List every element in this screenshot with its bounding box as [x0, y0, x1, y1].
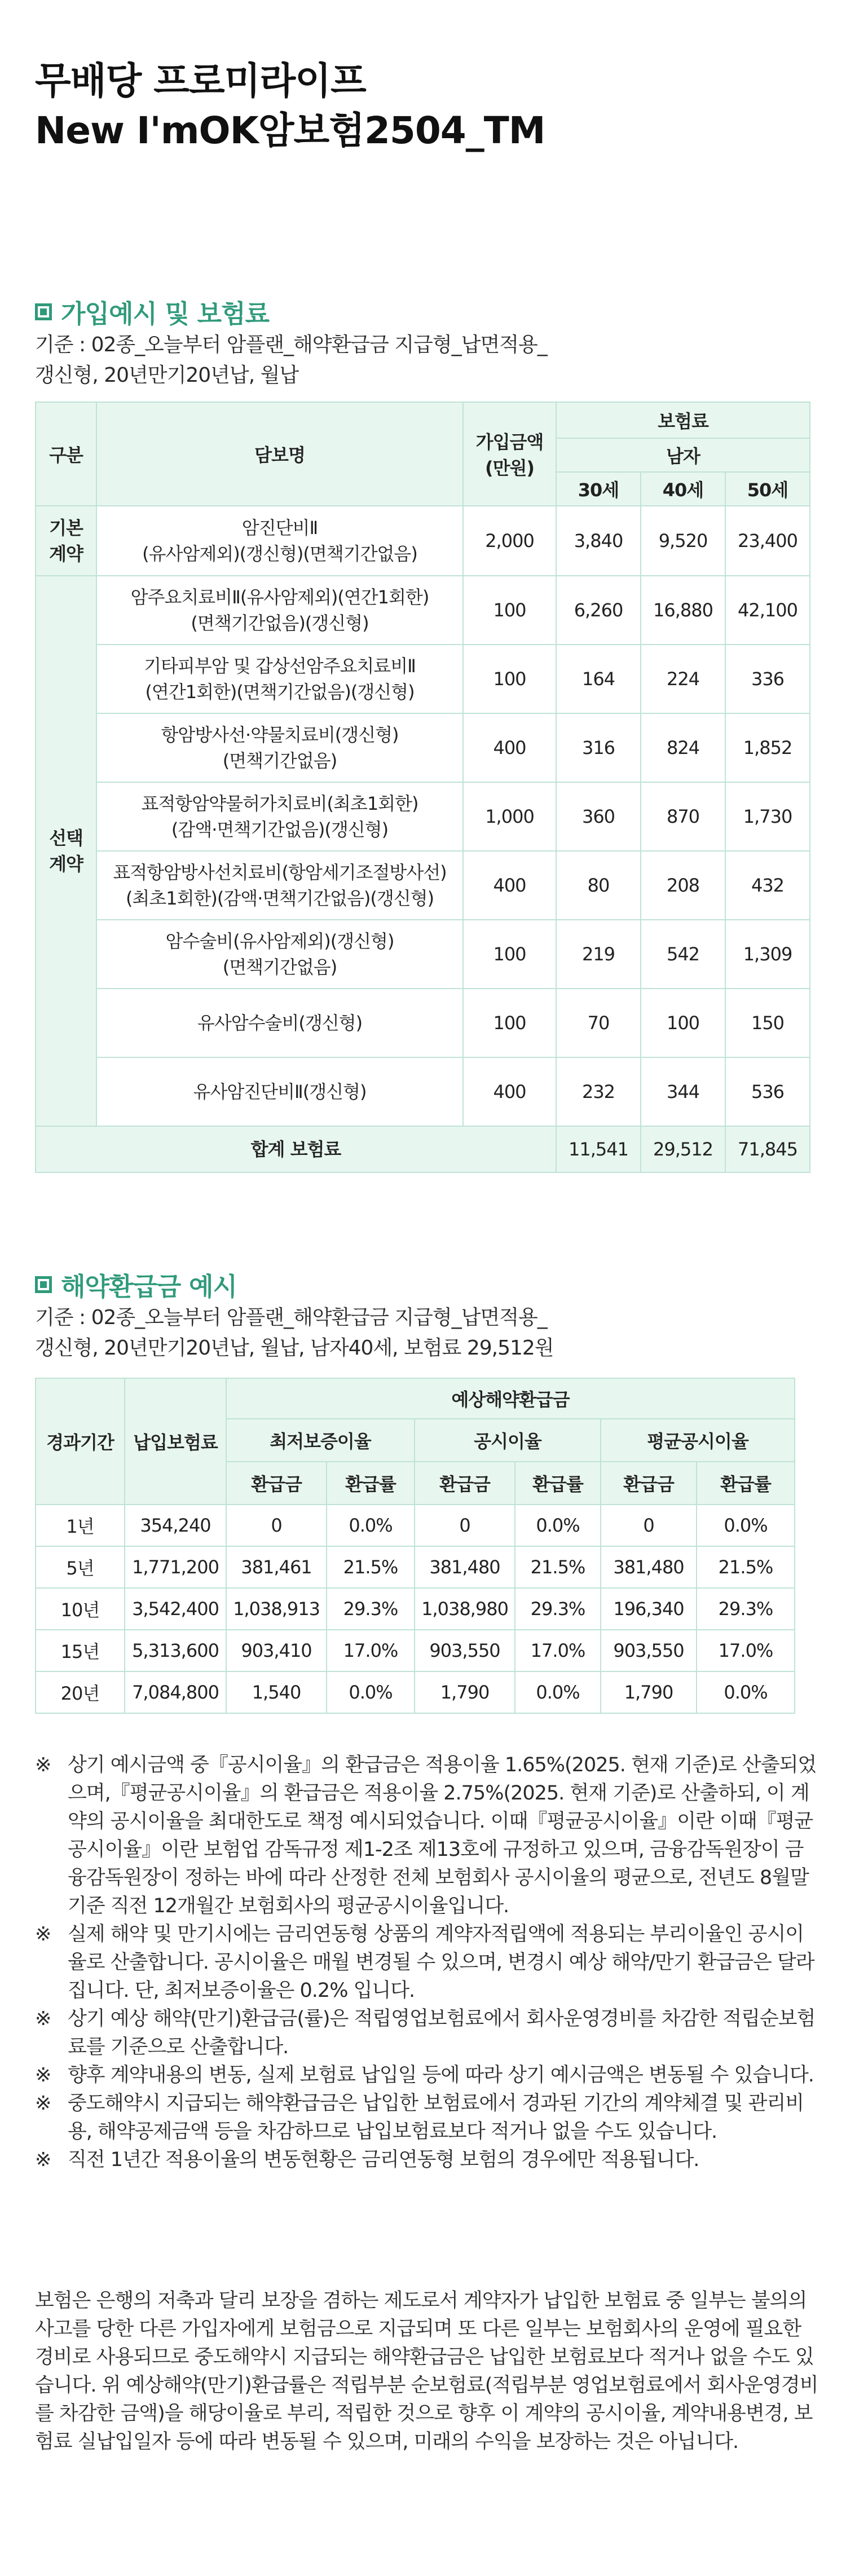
- table-row: [36, 1671, 795, 1713]
- premium-30: 80: [556, 851, 641, 920]
- premium-50: 42,100: [725, 576, 810, 645]
- premium-criteria: [35, 330, 547, 391]
- refund-min: 1,038,913: [226, 1588, 327, 1630]
- coverage-name: 유사암수술비(갱신형): [96, 989, 463, 1057]
- rate-min: 29.3%: [327, 1588, 415, 1630]
- premium-50: 336: [725, 645, 810, 713]
- paid-cell: 1,771,200: [125, 1546, 226, 1588]
- col-age-50: 50세: [725, 472, 810, 506]
- col-age-30: 30세: [556, 472, 641, 506]
- amount-cell: 2,000: [463, 506, 556, 576]
- premium-50: 1,309: [725, 920, 810, 989]
- table-row: [36, 1588, 795, 1630]
- table-row: [36, 713, 810, 782]
- amount-cell: 100: [463, 645, 556, 713]
- period-cell: 1년: [36, 1505, 125, 1546]
- col-announced-rate: 공시이율: [415, 1419, 601, 1462]
- amount-cell: 100: [463, 989, 556, 1057]
- refund-announced: 1,038,980: [415, 1588, 515, 1630]
- amount-cell: 100: [463, 576, 556, 645]
- premium-30: 316: [556, 713, 641, 782]
- col-expected-refund: 예상해약환급금: [226, 1378, 795, 1419]
- premium-50: 432: [725, 851, 810, 920]
- total-row: [36, 1126, 810, 1172]
- coverage-name: 암수술비(유사암제외)(갱신형) (면책기간없음): [96, 920, 463, 989]
- col-paid: 납입보험료: [125, 1378, 226, 1505]
- refund-min: 1,540: [226, 1671, 327, 1713]
- amount-cell: 1,000: [463, 782, 556, 851]
- refund-announced: 381,480: [415, 1546, 515, 1588]
- premium-30: 70: [556, 989, 641, 1057]
- coverage-name: 표적항암방사선치료비(항암세기조절방사선) (최초1회한)(감액·면책기간없음)(갱신형): [96, 851, 463, 920]
- premium-40: 208: [641, 851, 725, 920]
- premium-30: 164: [556, 645, 641, 713]
- total-label: 합계 보험료: [36, 1126, 556, 1172]
- square-bullet-icon: [35, 303, 52, 320]
- footnote-item: [35, 1751, 819, 1920]
- criteria-line-1: 기준 : 02종_오늘부터 암플랜_해약환급금 지급형_납면적용_: [35, 333, 547, 356]
- total-30: 11,541: [556, 1126, 641, 1172]
- col-rate: 환급률: [327, 1462, 415, 1505]
- premium-30: 6,260: [556, 576, 641, 645]
- rate-announced: 29.3%: [515, 1588, 601, 1630]
- refund-avg: 196,340: [601, 1588, 697, 1630]
- title-line-2: New I'mOK암보험2504_TM: [35, 109, 545, 152]
- refund-announced: 0: [415, 1505, 515, 1546]
- premium-table: [35, 402, 810, 1173]
- rate-min: 21.5%: [327, 1546, 415, 1588]
- premium-40: 9,520: [641, 506, 725, 576]
- criteria-line-2: 갱신형, 20년만기20년납, 월납, 남자40세, 보험료 29,512원: [35, 1336, 554, 1360]
- premium-50: 23,400: [725, 506, 810, 576]
- coverage-name: 유사암진단비Ⅱ(갱신형): [96, 1057, 463, 1126]
- refund-avg: 1,790: [601, 1671, 697, 1713]
- period-cell: 15년: [36, 1630, 125, 1671]
- col-rate: 환급률: [515, 1462, 601, 1505]
- rate-announced: 0.0%: [515, 1671, 601, 1713]
- table-row: [36, 1630, 795, 1671]
- note-mark: ※: [35, 2149, 51, 2171]
- col-rate: 환급률: [697, 1462, 795, 1505]
- rate-avg: 0.0%: [697, 1671, 795, 1713]
- period-cell: 20년: [36, 1671, 125, 1713]
- col-avg-announced-rate: 평균공시이율: [601, 1419, 795, 1462]
- rate-avg: 0.0%: [697, 1505, 795, 1546]
- table-row: [36, 576, 810, 645]
- refund-min: 381,461: [226, 1546, 327, 1588]
- refund-avg: 0: [601, 1505, 697, 1546]
- period-cell: 5년: [36, 1546, 125, 1588]
- paid-cell: 3,542,400: [125, 1588, 226, 1630]
- table-row: [36, 782, 810, 851]
- refund-avg: 381,480: [601, 1546, 697, 1588]
- col-age-40: 40세: [641, 472, 725, 506]
- col-refund: 환급금: [226, 1462, 327, 1505]
- refund-criteria: [35, 1303, 554, 1364]
- coverage-name: 기타피부암 및 갑상선암주요치료비Ⅱ (연간1회한)(면책기간없음)(갱신형): [96, 645, 463, 713]
- premium-30: 219: [556, 920, 641, 989]
- total-40: 29,512: [641, 1126, 725, 1172]
- table-row: [36, 1546, 795, 1588]
- coverage-name: 암주요치료비Ⅱ(유사암제외)(연간1회한) (면책기간없음)(갱신형): [96, 576, 463, 645]
- premium-50: 150: [725, 989, 810, 1057]
- note-text: 직전 1년간 적용이율의 변동현황은 금리연동형 보험의 경우에만 적용됩니다.: [68, 2149, 699, 2171]
- rate-avg: 21.5%: [697, 1546, 795, 1588]
- footnote-item: [35, 2146, 819, 2174]
- premium-50: 1,730: [725, 782, 810, 851]
- footnote-item: [35, 2089, 819, 2146]
- note-text: 상기 예시금액 중『공시이율』의 환급금은 적용이율 1.65%(2025. 현재 기준)로 산출되었으며,『평균공시이율』의 환급금은 적용이율 2.75%(2025. 현재 기준)로 산출하되, 이 계약의 공시이율을 최대한도로 책정 예시되었습니다. 이때『평균공시이율』이란 이때『평균공시이율』이란 보험업 감독규정 제1-2조 제13호에 규정하고 있으며, 금융감독원장이 금융감독원장이 정하는 바에 따라 산정한 전체 보험회사 공시이율의 평균으로, 전년도 8월말 기준 직전 12개월간 보험회사의 평균공시이율입니다.: [68, 1754, 817, 1917]
- footnote-item: [35, 2061, 819, 2089]
- table-row: [36, 989, 810, 1057]
- col-premium: 보험료: [556, 402, 810, 438]
- note-mark: ※: [35, 2008, 51, 2030]
- table-row: [36, 645, 810, 713]
- square-bullet-icon: [35, 1276, 52, 1293]
- section-heading-text: 가입예시 및 보험료: [61, 299, 270, 329]
- title-line-1: 무배당 프로미라이프: [35, 59, 366, 103]
- closing-paragraph: 보험은 은행의 저축과 달리 보장을 겸하는 제도로서 계약자가 납입한 보험료 중 일부는 불의의 사고를 당한 다른 가입자에게 보험금으로 지급되며 또 다른 일부는 보험회사의 운영에 필요한 경비로 사용되므로 중도해약시 지급되는 해약환급금은 납입한 보험료보다 적거나 없을 수도 있습니다. 위 예상해약(만기)환급률은 적립부분 순보험료(적립부분 영업보험료에서 회사운영경비를 차감한 금액)을 해당이율로 부리, 적립한 것으로 향후 이 계약의 공시이율, 계약내용변경, 보험료 실납입일자 등에 따라 변동될 수 있으며, 미래의 수익을 보장하는 것은 아닙니다.: [35, 2290, 818, 2453]
- table-row: [36, 1057, 810, 1126]
- rate-announced: 0.0%: [515, 1505, 601, 1546]
- paid-cell: 5,313,600: [125, 1630, 226, 1671]
- table-row: [36, 920, 810, 989]
- total-50: 71,845: [725, 1126, 810, 1172]
- refund-min: 903,410: [226, 1630, 327, 1671]
- note-text: 상기 예상 해약(만기)환급금(률)은 적립영업보험료에서 회사운영경비를 차감한 적립순보험료를 기준으로 산출합니다.: [68, 2008, 816, 2058]
- note-mark: ※: [35, 2064, 51, 2087]
- note-mark: ※: [35, 2092, 51, 2115]
- premium-30: 232: [556, 1057, 641, 1126]
- premium-40: 224: [641, 645, 725, 713]
- paid-cell: 354,240: [125, 1505, 226, 1546]
- col-category: 구분: [36, 402, 96, 506]
- rate-announced: 21.5%: [515, 1546, 601, 1588]
- col-refund: 환급금: [601, 1462, 697, 1505]
- premium-40: 824: [641, 713, 725, 782]
- amount-cell: 100: [463, 920, 556, 989]
- rate-announced: 17.0%: [515, 1630, 601, 1671]
- premium-40: 870: [641, 782, 725, 851]
- premium-50: 536: [725, 1057, 810, 1126]
- premium-40: 542: [641, 920, 725, 989]
- section-heading-text: 해약환급금 예시: [61, 1272, 237, 1302]
- col-amount: 가입금액 (만원): [463, 402, 556, 506]
- page-title: [35, 56, 545, 156]
- refund-announced: 903,550: [415, 1630, 515, 1671]
- group-optional: 선택 계약: [36, 576, 96, 1126]
- period-cell: 10년: [36, 1588, 125, 1630]
- coverage-name: 암진단비Ⅱ (유사암제외)(갱신형)(면책기간없음): [96, 506, 463, 576]
- premium-40: 344: [641, 1057, 725, 1126]
- footnotes: [35, 1751, 819, 2174]
- table-row: [36, 506, 810, 576]
- amount-cell: 400: [463, 713, 556, 782]
- col-period: 경과기간: [36, 1378, 125, 1505]
- col-min-guarantee: 최저보증이율: [226, 1419, 415, 1462]
- note-text: 중도해약시 지급되는 해약환급금은 납입한 보험료에서 경과된 기간의 계약체결 및 관리비용, 해약공제금액 등을 차감하므로 납입보험료보다 적거나 없을 수도 있습니다.: [68, 2092, 804, 2143]
- note-text: 실제 해약 및 만기시에는 금리연동형 상품의 계약자적립액에 적용되는 부리이율인 공시이율로 산출합니다. 공시이율은 매월 변경될 수 있으며, 변경시 예상 해약/만기 환급금은 달라집니다. 단, 최저보증이율은 0.2% 입니다.: [68, 1923, 814, 2002]
- premium-50: 1,852: [725, 713, 810, 782]
- coverage-name: 항암방사선·약물치료비(갱신형) (면책기간없음): [96, 713, 463, 782]
- rate-min: 0.0%: [327, 1671, 415, 1713]
- col-refund: 환급금: [415, 1462, 515, 1505]
- group-basic: 기본 계약: [36, 506, 96, 576]
- table-row: [36, 851, 810, 920]
- section-heading-refund: [35, 1266, 237, 1303]
- premium-30: 3,840: [556, 506, 641, 576]
- amount-cell: 400: [463, 851, 556, 920]
- note-text: 향후 계약내용의 변동, 실제 보험료 납입일 등에 따라 상기 예시금액은 변동될 수 있습니다.: [68, 2064, 814, 2087]
- col-coverage: 담보명: [96, 402, 463, 506]
- criteria-line-2: 갱신형, 20년만기20년납, 월납: [35, 364, 299, 387]
- footnote-item: [35, 1920, 819, 2005]
- footnote-item: [35, 2005, 819, 2061]
- refund-min: 0: [226, 1505, 327, 1546]
- section-heading-premium: [35, 293, 269, 330]
- criteria-line-1: 기준 : 02종_오늘부터 암플랜_해약환급금 지급형_납면적용_: [35, 1306, 547, 1329]
- refund-announced: 1,790: [415, 1671, 515, 1713]
- table-row: [36, 1505, 795, 1546]
- refund-table: [35, 1378, 795, 1714]
- paid-cell: 7,084,800: [125, 1671, 226, 1713]
- col-gender: 남자: [556, 438, 810, 472]
- rate-min: 0.0%: [327, 1505, 415, 1546]
- premium-40: 16,880: [641, 576, 725, 645]
- rate-min: 17.0%: [327, 1630, 415, 1671]
- rate-avg: 29.3%: [697, 1588, 795, 1630]
- premium-40: 100: [641, 989, 725, 1057]
- premium-30: 360: [556, 782, 641, 851]
- refund-avg: 903,550: [601, 1630, 697, 1671]
- note-mark: ※: [35, 1923, 51, 1946]
- amount-cell: 400: [463, 1057, 556, 1126]
- note-mark: ※: [35, 1754, 51, 1776]
- coverage-name: 표적항암약물허가치료비(최초1회한) (감액·면책기간없음)(갱신형): [96, 782, 463, 851]
- rate-avg: 17.0%: [697, 1630, 795, 1671]
